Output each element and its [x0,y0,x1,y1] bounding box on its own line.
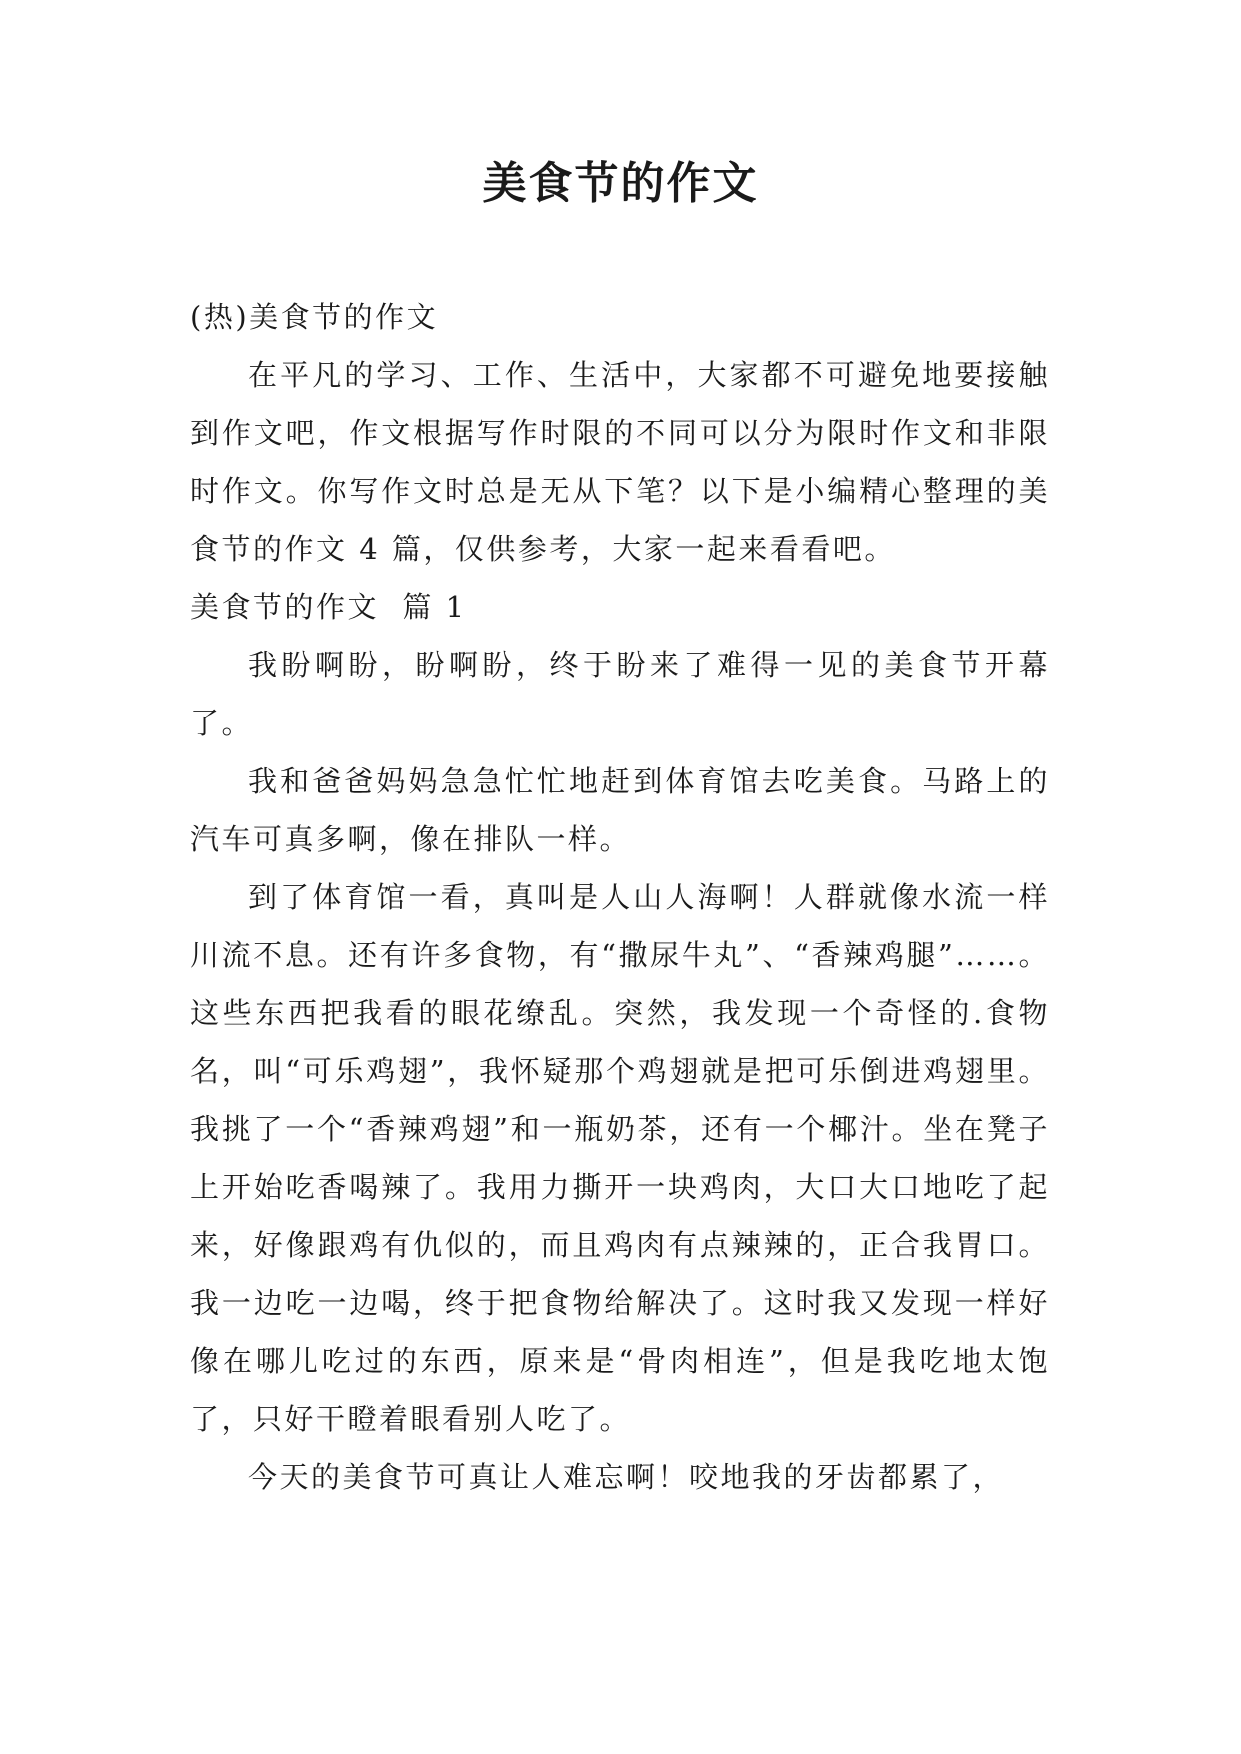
intro-paragraph: 在平凡的学习、工作、生活中，大家都不可避免地要接触到作文吧，作文根据写作时限的不同可以分为限时作文和非限时作文。你写作文时总是无从下笔？以下是小编精心整理的美食节的作文 4 篇，仅供参考，大家一起来看看吧。 [190,358,1050,566]
body-paragraph: 今天的美食节可真让人难忘啊！咬地我的牙齿都累了， [248,1460,1005,1494]
section-heading: 美食节的作文 篇 1 [190,590,467,624]
body-paragraph: 到了体育馆一看，真叫是人山人海啊！人群就像水流一样川流不息。还有许多食物，有“撒尿牛丸”、“香辣鸡腿”……。这些东西把我看的眼花缭乱。突然，我发现一个奇怪的.食物名，叫“可乐鸡翅”，我怀疑那个鸡翅就是把可乐倒进鸡翅里。我挑了一个“香辣鸡翅”和一瓶奶茶，还有一个椰汁。坐在凳子上开始吃香喝辣了。我用力撕开一块鸡肉，大口大口地吃了起来，好像跟鸡有仇似的，而且鸡肉有点辣辣的，正合我胃口。我一边吃一边喝，终于把食物给解决了。这时我又发现一样好像在哪儿吃过的东西，原来是“骨肉相连”，但是我吃地太饱了，只好干瞪着眼看别人吃了。 [190,880,1050,1436]
body-paragraph: 我和爸爸妈妈急急忙忙地赶到体育馆去吃美食。马路上的汽车可真多啊，像在排队一样。 [190,764,1050,856]
document-title: 美食节的作文 [482,158,759,209]
subtitle-line: (热)美食节的作文 [190,300,439,334]
body-paragraph: 我盼啊盼，盼啊盼，终于盼来了难得一见的美食节开幕了。 [190,648,1050,740]
document-body [190,288,1050,1506]
